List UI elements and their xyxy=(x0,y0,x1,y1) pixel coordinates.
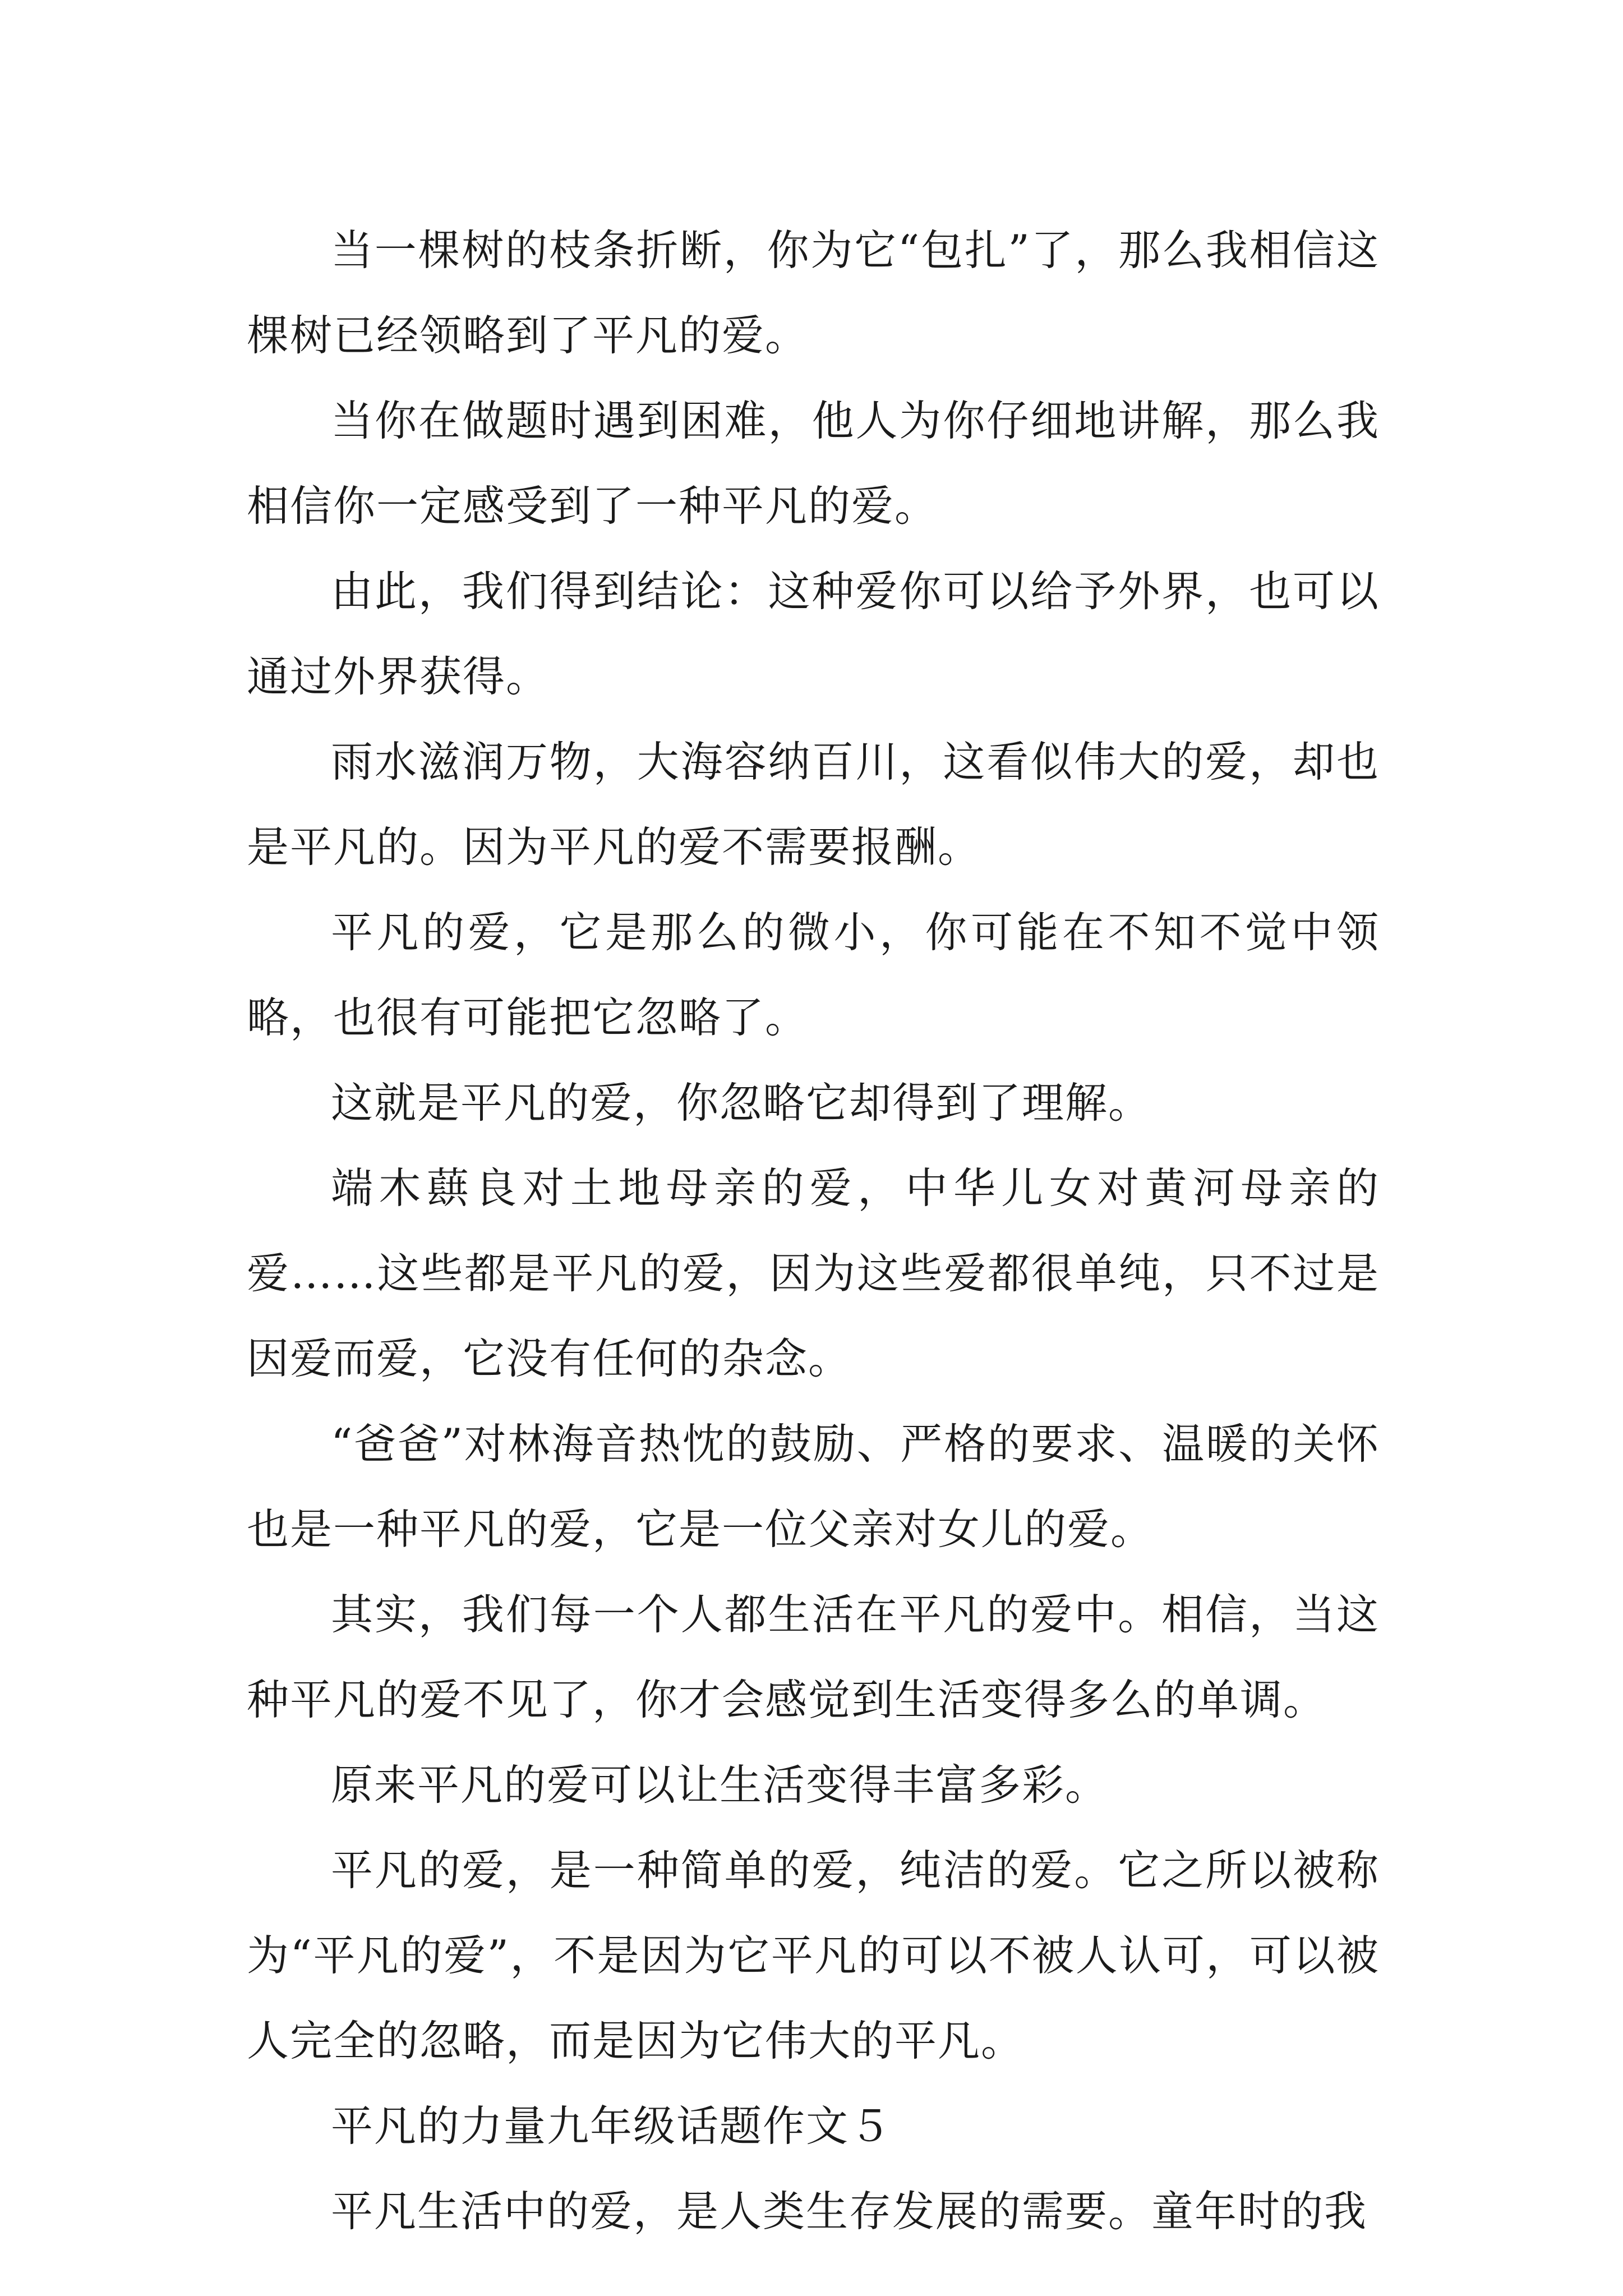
paragraph: 平凡的爱，它是那么的微小，你可能在不知不觉中领略，也很有可能把它忽略了。 xyxy=(247,908,1380,1042)
paragraph: 雨水滋润万物，大海容纳百川，这看似伟大的爱，却也是平凡的。因为平凡的爱不需要报酬。 xyxy=(247,737,1380,872)
paragraph: 由此，我们得到结论：这种爱你可以给予外界，也可以通过外界获得。 xyxy=(247,567,1380,701)
paragraph: 端木蕻良对土地母亲的爱，中华儿女对黄河母亲的爱……这些都是平凡的爱，因为这些爱都很单纯，只不过是因爱而爱，它没有任何的杂念。 xyxy=(247,1163,1380,1383)
paragraph: 原来平凡的爱可以让生活变得丰富多彩。 xyxy=(331,1760,1109,1810)
paragraph: 当你在做题时遇到困难，他人为你仔细地讲解，那么我相信你一定感受到了一种平凡的爱。 xyxy=(247,396,1380,531)
section-heading: 平凡的力量九年级话题作文５ xyxy=(331,2101,893,2151)
paragraph: “爸爸”对林海音热忱的鼓励、严格的要求、温暖的关怀也是一种平凡的爱，它是一位父亲对女儿的爱。 xyxy=(247,1419,1380,1554)
paragraph: 平凡的爱，是一种简单的爱，纯洁的爱。它之所以被称为“平凡的爱”，不是因为它平凡的可以不被人认可，可以被人完全的忽略，而是因为它伟大的平凡。 xyxy=(247,1846,1380,2065)
paragraph: 平凡生活中的爱，是人类生存发展的需要。童年时的我 xyxy=(331,2187,1368,2236)
paragraph: 这就是平凡的爱，你忽略它却得到了理解。 xyxy=(331,1078,1152,1128)
paragraph: 其实，我们每一个人都生活在平凡的爱中。相信，当这种平凡的爱不见了，你才会感觉到生活变得多么的单调。 xyxy=(247,1590,1380,1724)
paragraph: 当一棵树的枝条折断，你为它“包扎”了，那么我相信这棵树已经领略到了平凡的爱。 xyxy=(247,226,1380,360)
document-body xyxy=(247,208,1380,2254)
